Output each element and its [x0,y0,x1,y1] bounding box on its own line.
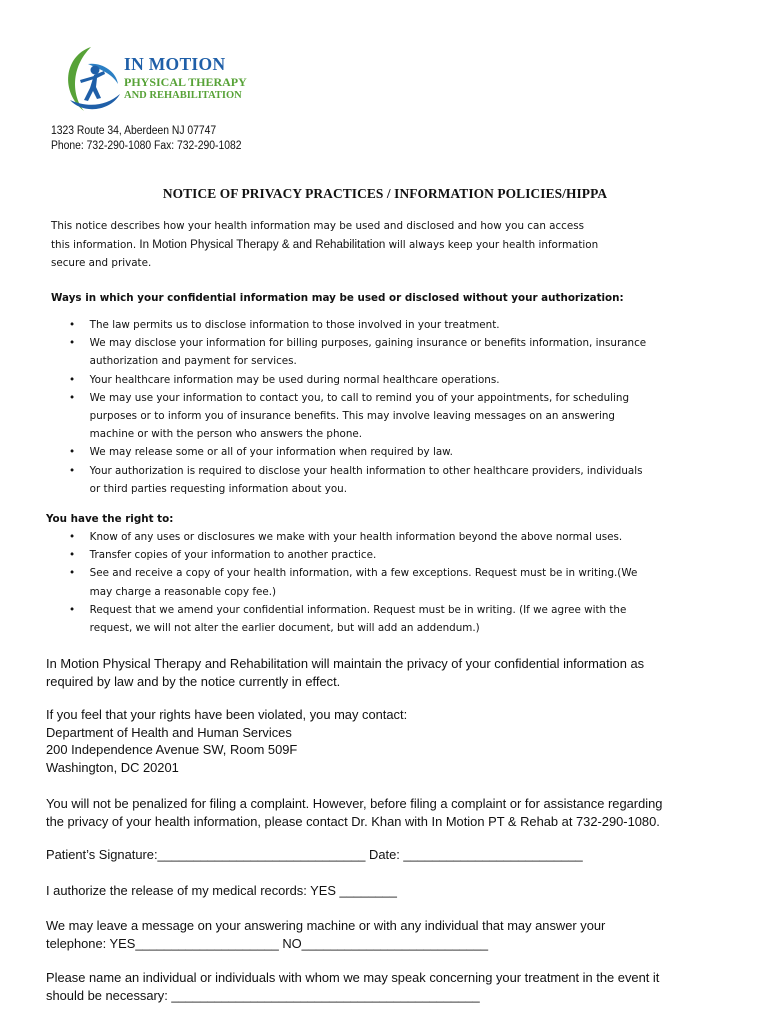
disclosure-item [69,371,646,389]
right-item [69,601,637,637]
contact-city: Washington, DC 20201 [46,759,179,775]
list-item-line: • We may use your information to contact you, to call to remind you of your appointments, for scheduling [89,390,630,404]
signature-date-field[interactable]: Patient’s Signature:_____________________________ Date: _________________________ [46,847,583,862]
list-item-line: • Request that we amend your confidential information. Request must be in writing. (If we agree with the [89,602,627,616]
list-item-line: • Your healthcare information may be used during normal healthcare operations. [89,372,500,386]
list-item-line: • Transfer copies of your information to another practice. [89,548,377,562]
clinic-name-inline: In Motion Physical Therapy & and Rehabilitation [139,237,386,252]
phone-fax: Phone: 732-290-1080 Fax: 732-290-1082 [51,140,242,152]
complaint-paragraph [46,795,662,830]
logo-subtitle-2: AND REHABILITATION [124,90,242,101]
logo-wordmark: IN MOTION [124,54,226,74]
rights-heading: You have the right to: [46,512,174,525]
intro-line [51,235,598,254]
individual-name-block [46,969,659,1004]
list-item-line: • We may disclose your information for billing purposes, gaining insurance or benefits information, insurance [89,336,647,350]
list-item-line: • We may release some or all of your information when required by law. [89,445,453,459]
intro-text: this information. [51,238,140,252]
rights-list [69,528,637,637]
release-authorization-field[interactable]: I authorize the release of my medical records: YES ________ [46,883,397,898]
disclosure-item [69,334,646,370]
message-question: We may leave a message on your answering machine or with any individual that may answer your [46,918,606,933]
right-item [69,564,637,600]
document-title: NOTICE OF PRIVACY PRACTICES / INFORMATION POLICIES/HIPPA [162,186,608,201]
intro-line: secure and private. [51,256,152,270]
clinic-logo [58,44,258,114]
contact-intro: If you feel that your rights have been violated, you may contact: [46,707,408,722]
list-item-line: • See and receive a copy of your health information, with a few exceptions. Request must be in writing.(We [89,566,638,580]
disclosure-list [69,316,646,498]
contact-department: Department of Health and Human Services [46,724,292,740]
intro-text: will always keep your health information [385,238,599,252]
list-item-line: machine or with the person who answers the phone. [89,427,363,441]
intro-line: This notice describes how your health information may be used and disclosed and how you can access [51,219,584,232]
list-item-line: • Your authorization is required to disclose your health information to other healthcare providers, individuals [89,463,643,477]
disclosure-item [69,389,646,444]
text-line: required by law and by the notice currently in effect. [46,673,341,689]
list-item-line: request, we will not alter the earlier document, but will add an addendum.) [89,621,480,635]
disclosure-item [69,462,646,498]
list-item-line: • Know of any uses or disclosures we make with your health information beyond the above normal uses. [89,530,623,543]
right-item [69,546,637,564]
contact-street: 200 Independence Avenue SW, Room 509F [46,742,298,757]
text-line: the privacy of your health information, please contact Dr. Khan with In Motion PT & Rehab at 732-290-1080. [46,813,660,829]
individual-name-field[interactable]: should be necessary: ___________________________________________ [46,987,480,1003]
list-item-line: purposes or to inform you of insurance benefits. This may involve leaving messages on an answering [89,409,615,423]
clinic-address [51,124,241,154]
figure-logo-icon [58,44,128,114]
right-item [69,528,637,546]
privacy-statement [46,655,644,690]
list-item-line: • The law permits us to disclose information to those involved in your treatment. [89,318,500,331]
ways-heading: Ways in which your confidential information may be used or disclosed without your authorization: [51,291,624,304]
text-line: You will not be penalized for filing a complaint. However, before filing a complaint or for assistance regarding [46,796,663,811]
yes-no-field[interactable]: telephone: YES____________________ NO__________________________ [46,935,489,951]
message-permission-block [46,917,605,952]
list-item-line: may charge a reasonable copy fee.) [89,584,277,598]
intro-paragraph [51,217,598,273]
list-item-line: authorization and payment for services. [89,354,297,368]
list-item-line: or third parties requesting information about you. [89,481,348,495]
logo-subtitle-1: PHYSICAL THERAPY [124,75,247,89]
text-line: In Motion Physical Therapy and Rehabilitation will maintain the privacy of your confidential information as [46,656,645,671]
street-address: 1323 Route 34, Aberdeen NJ 07747 [51,125,217,137]
individual-question: Please name an individual or individuals with whom we may speak concerning your treatment in the event it [46,970,660,985]
disclosure-item [69,443,646,461]
contact-block [46,706,407,776]
disclosure-item [69,316,646,334]
